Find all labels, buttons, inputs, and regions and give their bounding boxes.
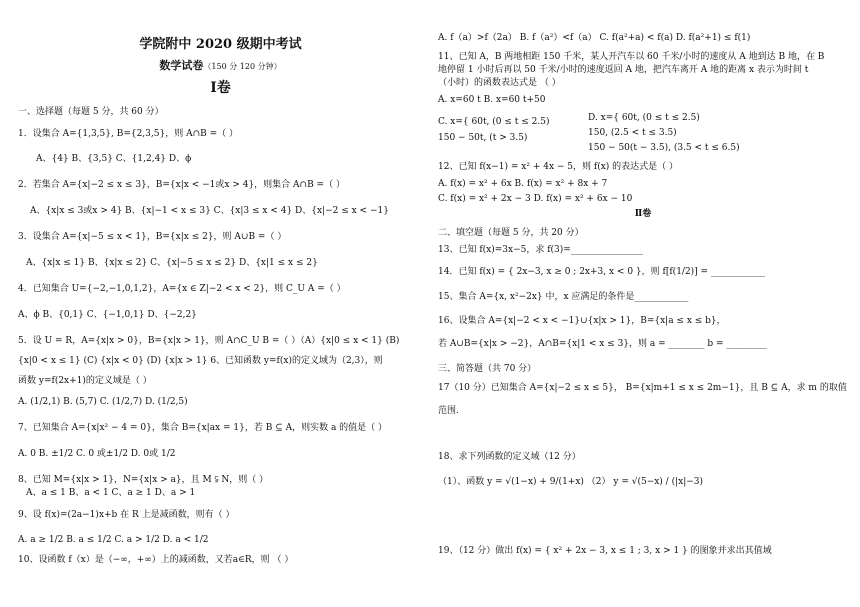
question-3-options: A、{x|x ≤ 1} B、{x|x ≤ 2} C、{x|−5 ≤ x ≤ 2} D、{x|1 ≤ x ≤ 2} (26, 258, 318, 268)
question-13: 13、已知 f(x)=3x−5，求 f(3)=________________ (438, 245, 643, 255)
question-11-option-c-row2: 150 − 50t, (t > 3.5) (438, 133, 528, 143)
question-17-line-2: 范围. (438, 406, 459, 416)
question-18: 18、求下列函数的定义域（12 分） (438, 452, 581, 462)
question-6: 函数 y=f(2x+1)的定义域是（ ） (18, 376, 152, 386)
subtitle-main: 数学试卷 (159, 59, 204, 72)
part-fill-heading: 二、填空题（每题 5 分，共 20 分） (438, 228, 584, 238)
question-10: 10、设函数 f（x）是（−∞，+∞）上的减函数，又若a∈R，则 （ ） (18, 555, 294, 565)
question-4: 4．已知集合 U={−2,−1,0,1,2}，A={x ∈ Z|−2 < x < 2}，则 C_U A =（ ） (18, 284, 346, 294)
question-11-options-ab: A. x=60 t B. x=60 t+50 (438, 95, 546, 105)
question-5-options: {x|0 < x ≤ 1} (C) {x|x < 0} (D) {x|x > 1} 6、已知函数 y=f(x)的定义域为（2,3），则 (18, 356, 383, 366)
question-9: 9、设 f(x)=(2a−1)x+b 在 R 上是减函数，则有（ ） (18, 510, 235, 520)
question-8-options: A、a ≤ 1 B、a < 1 C、a ≥ 1 D、a > 1 (26, 488, 196, 498)
question-12-options-ab: A. f(x) = x² + 6x B. f(x) = x² + 8x + 7 (438, 179, 608, 189)
question-12: 12、已知 f(x−1) = x² + 4x − 5，则 f(x) 的表达式是（ ） (438, 162, 679, 172)
question-16-line-2: 若 A∪B={x|x > −2}，A∩B={x|1 < x ≤ 3}，则 a = ________ b = _________ (438, 339, 767, 349)
question-8: 8、已知 M={x|x > 1}，N={x|x > a}，且 M ⫋ N，则（ ） (18, 475, 269, 485)
subtitle-note: （150 分 120 分钟） (203, 62, 282, 71)
question-7: 7、已知集合 A={x|x² − 4 = 0}，集合 B={x|ax = 1}，若 B ⊆ A，则实数 a 的值是（ ） (18, 423, 388, 433)
question-7-options: A. 0 B. ±1/2 C. 0 或±1/2 D. 0或 1/2 (18, 449, 176, 459)
question-10-options: A. f（a）>f（2a） B. f（a²）<f（a） C. f(a²+a) < f(a) D. f(a²+1) ≤ f(1) (438, 33, 751, 43)
question-11-option-c-row1: C. x={ 60t, (0 ≤ t ≤ 2.5) (438, 117, 550, 127)
exam-title: 学院附中 2020 级期中考试 (139, 37, 302, 52)
question-11-line-2: 地停留 1 小时后再以 50 千米/小时的速度返回 A 地，把汽车离开 A 地的距离 x 表示为时间 t (438, 65, 809, 75)
question-2-options: A、{x|x ≤ 3或x > 4} B、{x|−1 < x ≤ 3} C、{x|3 ≤ x < 4} D、{x|−2 ≤ x < −1} (30, 206, 389, 216)
question-11-line-3: （小时）的函数表达式是 （ ） (438, 78, 561, 88)
part-answer-heading: 三、简答题（共 70 分） (438, 364, 537, 374)
question-5: 5．设 U = R，A={x|x > 0}，B={x|x > 1}，则 A∩C_U B =（ ）（A）{x|0 ≤ x < 1} (B) (18, 336, 400, 346)
right-column (438, 0, 848, 607)
question-11-option-d-row3: 150 − 50(t − 3.5), (3.5 < t ≤ 6.5) (588, 143, 740, 153)
question-15: 15、集合 A={x, x²−2x} 中，x 应满足的条件是____________ (438, 292, 689, 302)
question-11: 11、已知 A，B 两地相距 150 千米，某人开汽车以 60 千米/小时的速度从 A 地到达 B 地，在 B (438, 52, 825, 62)
question-11-option-d-row2: 150, (2.5 < t ≤ 3.5) (588, 128, 677, 138)
question-1-options: A、{4} B、{3,5} C、{1,2,4} D、ϕ (36, 154, 192, 164)
question-3: 3．设集合 A={x|−5 ≤ x < 1}，B={x|x ≤ 2}，则 A∪B =（ ） (18, 232, 287, 242)
left-column (18, 0, 423, 607)
question-12-options-cd: C. f(x) = x² + 2x − 3 D. f(x) = x² + 6x − 10 (438, 194, 633, 204)
question-19: 19、（12 分）做出 f(x) = { x² + 2x − 3, x ≤ 1 ; 3, x > 1 } 的图象并求出其值域 (438, 546, 772, 556)
question-16: 16、设集合 A={x|−2 < x < −1}∪{x|x > 1}，B={x|a ≤ x ≤ b}， (438, 316, 726, 326)
question-1: 1．设集合 A={1,3,5}, B={2,3,5}，则 A∩B =（ ） (18, 129, 238, 139)
question-14: 14．已知 f(x) = { 2x−3, x ≥ 0 ; 2x+3, x < 0 }，则 f[f(1/2)] = ____________ (438, 267, 765, 277)
question-6-options: A. (1/2,1) B. (5,7) C. (1/2,7) D. (1/2,5) (18, 397, 188, 407)
question-17: 17（10 分）已知集合 A={x|−2 ≤ x ≤ 5}， B={x|m+1 ≤ x ≤ 2m−1}，且 B ⊆ A，求 m 的取值 (438, 383, 847, 393)
question-9-options: A. a ≥ 1/2 B. a ≤ 1/2 C. a > 1/2 D. a < 1/2 (18, 535, 209, 545)
question-18-parts: （1）、函数 y = √(1−x) + 9/(1+x) （2） y = √(5−x) / (|x|−3) (438, 477, 703, 487)
question-11-option-d-row1: D. x={ 60t, (0 ≤ t ≤ 2.5) (588, 113, 700, 123)
question-4-options: A、ϕ B、{0,1} C、{−1,0,1} D、{−2,2} (18, 310, 197, 320)
part-choice-heading: 一、选择题（每题 5 分，共 60 分） (18, 107, 164, 117)
section-one-heading: Ⅰ卷 (210, 80, 231, 96)
exam-subtitle (18, 60, 423, 73)
question-2: 2．若集合 A={x|−2 ≤ x ≤ 3}，B={x|x < −1或x > 4}，则集合 A∩B =（ ） (18, 180, 345, 190)
section-two-heading: Ⅱ卷 (634, 209, 652, 219)
